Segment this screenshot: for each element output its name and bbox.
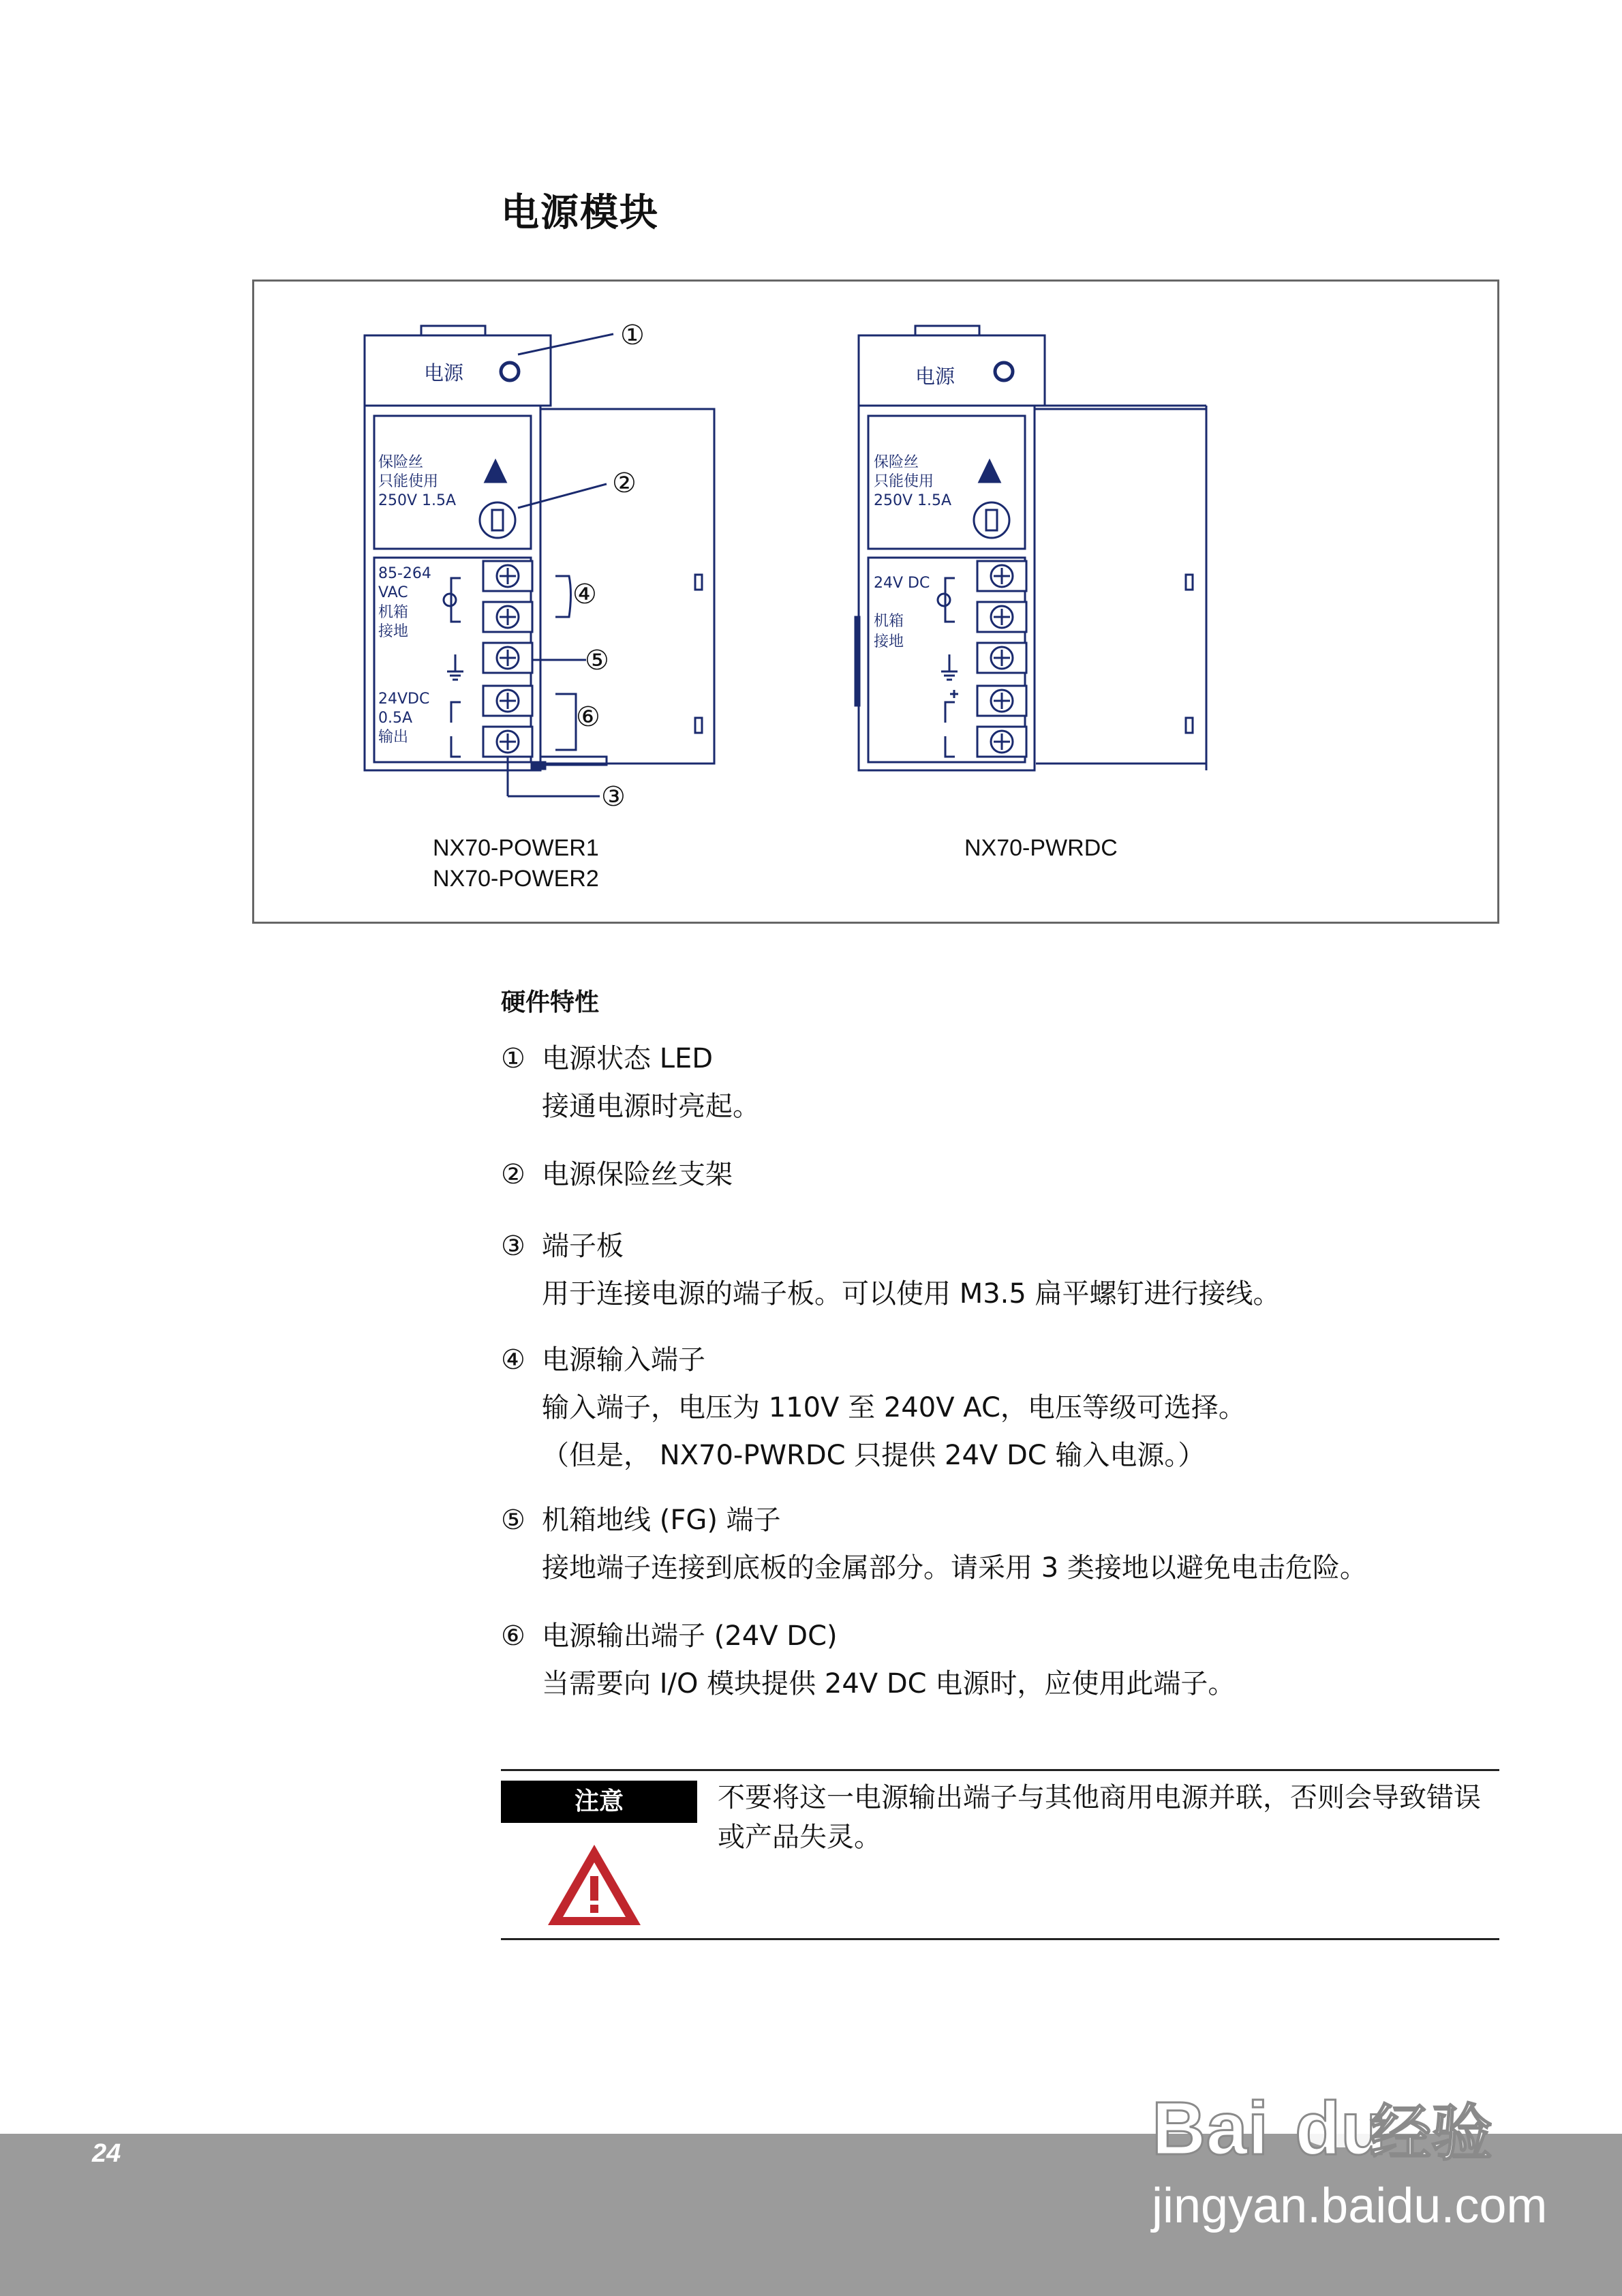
right-terminal-screws <box>977 561 1026 757</box>
left-fuse-text: 250V 1.5A <box>378 492 457 509</box>
left-input-text: 机箱 <box>378 604 409 621</box>
feature-number: ③ <box>501 1230 525 1262</box>
left-input-text: 接地 <box>378 623 409 640</box>
led-icon <box>501 363 519 380</box>
left-output-text: 输出 <box>378 729 409 746</box>
right-input-text: 24V DC <box>874 575 930 592</box>
feature-desc: 用于连接电源的端子板。可以使用 M3.5 扁平螺钉进行接线。 <box>542 1278 1281 1310</box>
left-model-label: NX70-POWER1 <box>433 835 599 861</box>
warning-triangle-icon <box>545 1841 644 1929</box>
left-output-text: 24VDC <box>378 691 430 708</box>
notice-text: 不要将这一电源输出端子与其他商用电源并联，否则会导致错误或产品失灵。 <box>718 1782 1481 1853</box>
left-terminal-screws <box>483 561 532 757</box>
right-fuse-text: 250V 1.5A <box>874 492 952 509</box>
baidu-jingyan-watermark <box>1104 2045 1581 2250</box>
left-input-text: VAC <box>378 584 408 601</box>
feature-desc: 输入端子，电压为 110V 至 240V AC，电压等级可选择。 <box>542 1392 1246 1423</box>
watermark-brand-du: du <box>1295 2087 1387 2171</box>
feature-title: 电源状态 LED <box>542 1043 714 1074</box>
feature-title: 机箱地线 (FG) 端子 <box>542 1505 781 1536</box>
left-output-text: 0.5A <box>378 710 413 727</box>
feature-number: ⑥ <box>501 1620 525 1652</box>
feature-number: ④ <box>501 1344 525 1376</box>
left-input-text: 85-264 <box>378 565 431 582</box>
callout-5: ⑤ <box>585 645 609 676</box>
feature-desc: 接通电源时亮起。 <box>542 1091 760 1122</box>
feature-desc: （但是， NX70-PWRDC 只提供 24V DC 输入电源。） <box>542 1440 1206 1471</box>
watermark-brand: Bai <box>1152 2087 1269 2171</box>
feature-item <box>501 1222 1281 1318</box>
right-input-text: 接地 <box>874 633 904 650</box>
feature-number: ② <box>501 1159 525 1190</box>
page-title: 电源模块 <box>501 191 659 235</box>
watermark-url: jingyan.baidu.com <box>1152 2179 1548 2233</box>
right-fuse-text: 只能使用 <box>874 473 934 490</box>
feature-item <box>501 1612 1235 1708</box>
led-icon <box>995 363 1013 380</box>
feature-title: 端子板 <box>542 1230 624 1262</box>
feature-number: ⑤ <box>501 1505 525 1536</box>
left-fuse-text: 保险丝 <box>378 454 424 471</box>
right-led-label: 电源 <box>915 365 955 388</box>
callout-3: ③ <box>601 781 626 813</box>
callout-2: ② <box>612 468 637 499</box>
left-led-label: 电源 <box>424 361 464 384</box>
feature-item <box>501 1336 1246 1479</box>
callout-1: ① <box>620 320 645 351</box>
notice-tag: 注意 <box>501 1781 697 1823</box>
feature-desc: 当需要向 I/O 模块提供 24V DC 电源时，应使用此端子。 <box>542 1668 1236 1700</box>
section-heading: 硬件特性 <box>501 988 600 1016</box>
notice-bottom-rule <box>501 1938 1499 1940</box>
left-model-label: NX70-POWER2 <box>433 866 599 892</box>
page-number: 24 <box>92 2139 121 2168</box>
callout-6: ⑥ <box>576 701 600 733</box>
feature-item <box>501 1496 1367 1592</box>
left-fuse-text: 只能使用 <box>378 473 439 490</box>
feature-number: ① <box>501 1043 525 1074</box>
feature-desc: 接地端子连接到底板的金属部分。请采用 3 类接地以避免电击危险。 <box>542 1552 1367 1584</box>
notice-top-rule <box>501 1769 1499 1771</box>
right-model-label: NX70-PWRDC <box>964 835 1118 861</box>
feature-title: 电源保险丝支架 <box>542 1159 733 1190</box>
feature-item <box>501 1151 733 1198</box>
watermark-cn: 经验 <box>1370 2098 1493 2169</box>
callout-4: ④ <box>572 579 597 610</box>
feature-title: 电源输出端子 (24V DC) <box>542 1620 838 1652</box>
power-module-diagrams <box>0 0 1622 954</box>
right-input-text: 机箱 <box>874 613 904 630</box>
right-module <box>855 326 1206 770</box>
feature-item <box>501 1035 760 1130</box>
right-fuse-text: 保险丝 <box>874 454 919 471</box>
left-module <box>365 326 714 796</box>
feature-title: 电源输入端子 <box>542 1344 705 1376</box>
